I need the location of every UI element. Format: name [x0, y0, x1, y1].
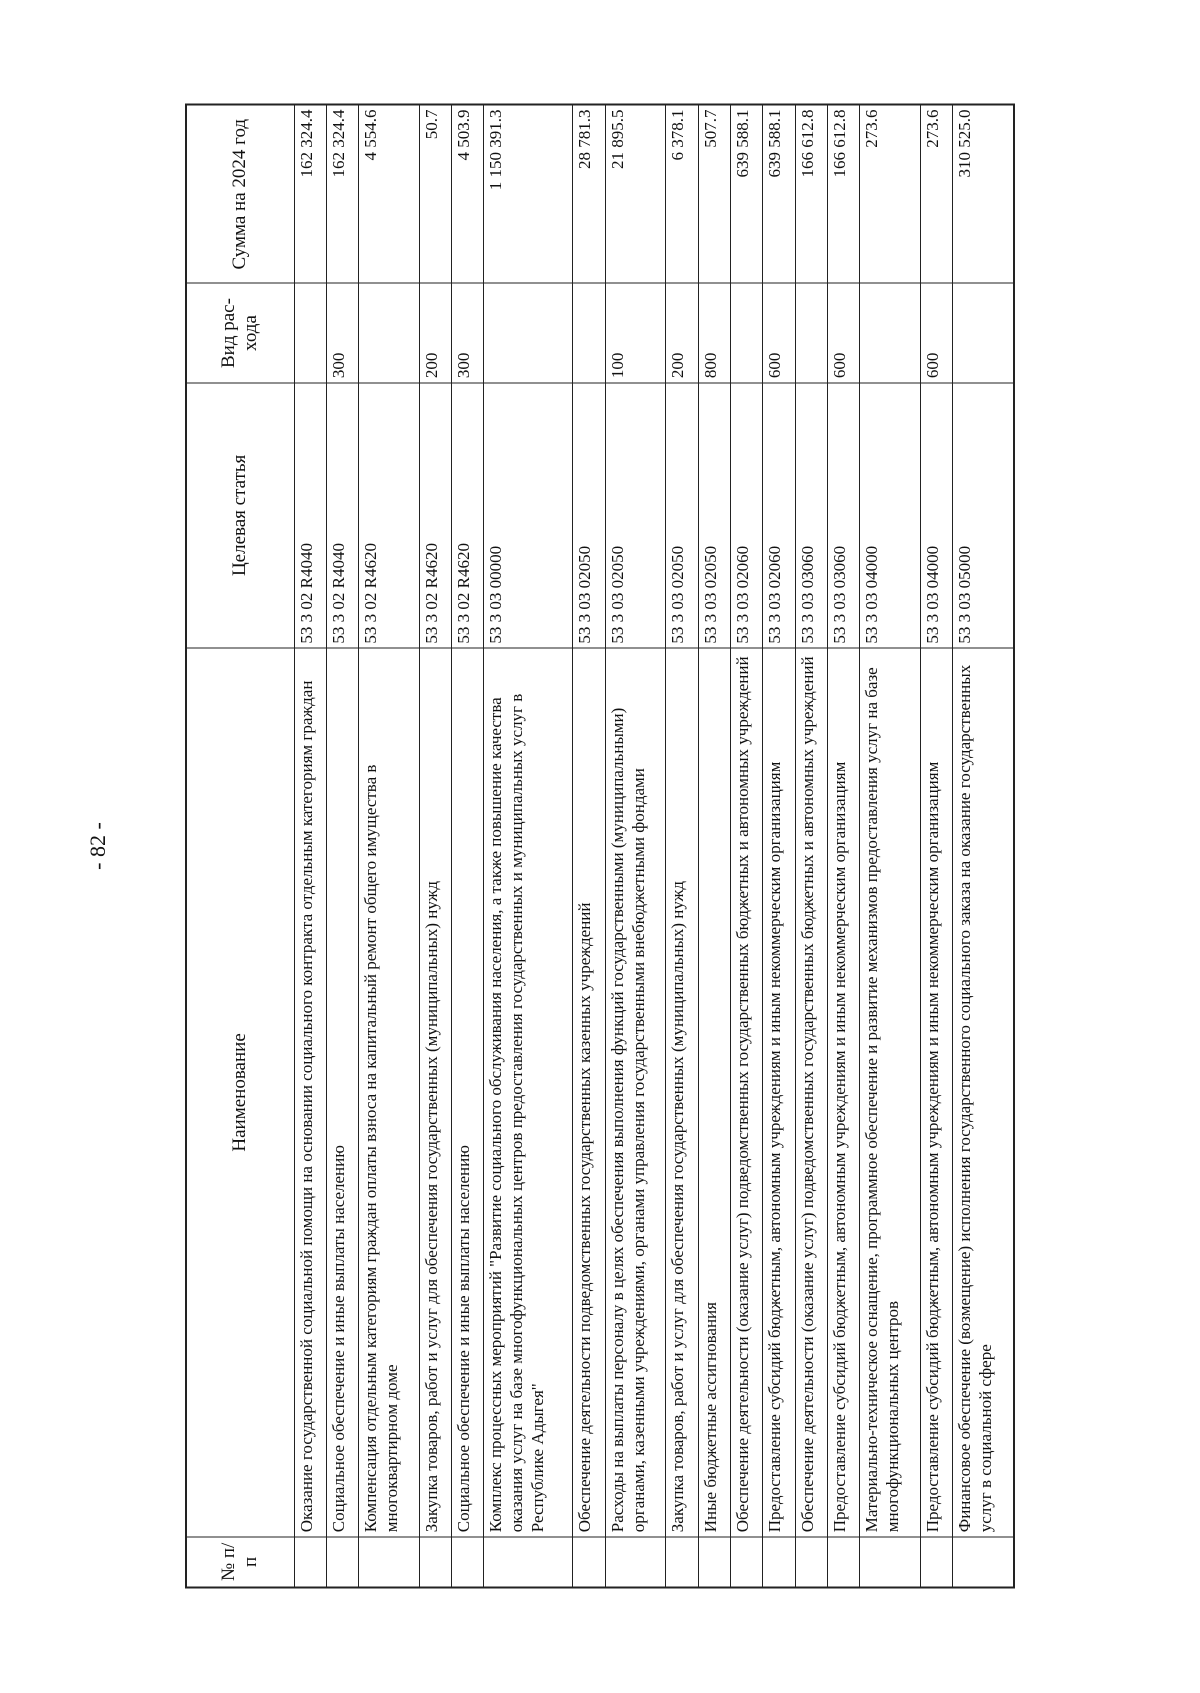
table-row [359, 105, 420, 1588]
row-sum-cell: 507.7 [698, 105, 730, 284]
table-body [294, 105, 1014, 1588]
row-number-cell [419, 1537, 451, 1588]
row-number-cell [827, 1537, 859, 1588]
row-number-cell [953, 1537, 1014, 1588]
budget-table [185, 104, 1015, 1589]
row-code-cell: 53 3 03 02060 [730, 383, 762, 648]
row-sum-cell: 273.6 [920, 105, 952, 284]
row-code-cell: 53 3 03 02050 [666, 383, 698, 648]
table-row [953, 105, 1014, 1588]
row-code-cell: 53 3 02 R4620 [419, 383, 451, 648]
row-expense-cell: 100 [605, 283, 666, 382]
row-expense-cell: 600 [827, 283, 859, 382]
row-expense-cell: 300 [326, 283, 358, 382]
row-code-cell: 53 3 03 04000 [920, 383, 952, 648]
row-code-cell: 53 3 02 R4620 [452, 383, 484, 648]
header-num: № п/п [186, 1537, 294, 1588]
table-row [920, 105, 952, 1588]
row-sum-cell: 6 378.1 [666, 105, 698, 284]
row-code-cell: 53 3 03 02050 [698, 383, 730, 648]
header-name: Наименование [186, 648, 294, 1537]
table-row [666, 105, 698, 1588]
header-sum: Сумма на 2024 год [186, 105, 294, 284]
page-number: - 82 - [85, 822, 110, 870]
row-number-cell [920, 1537, 952, 1588]
row-expense-cell: 200 [419, 283, 451, 382]
row-expense-cell [795, 283, 827, 382]
table-row [698, 105, 730, 1588]
row-expense-cell [573, 283, 605, 382]
row-sum-cell: 166 612.8 [795, 105, 827, 284]
row-expense-cell [359, 283, 420, 382]
row-expense-cell: 600 [920, 283, 952, 382]
row-expense-cell: 200 [666, 283, 698, 382]
row-expense-cell [860, 283, 921, 382]
row-expense-cell [294, 283, 326, 382]
row-name-cell: Финансовое обеспечение (возмещение) исполнения государственного социального заказа на оказание государственных услуг в социальной сфере [953, 648, 1014, 1537]
row-sum-cell: 4 503.9 [452, 105, 484, 284]
row-sum-cell: 273.6 [860, 105, 921, 284]
row-number-cell [860, 1537, 921, 1588]
row-number-cell [795, 1537, 827, 1588]
row-sum-cell: 639 588.1 [763, 105, 795, 284]
header-expense: Вид рас-хода [186, 283, 294, 382]
row-code-cell: 53 3 03 03060 [827, 383, 859, 648]
row-expense-cell: 300 [452, 283, 484, 382]
row-number-cell [666, 1537, 698, 1588]
table-row [605, 105, 666, 1588]
row-code-cell: 53 3 02 R4040 [294, 383, 326, 648]
row-sum-cell: 310 525.0 [953, 105, 1014, 284]
row-name-cell: Оказание государственной социальной помощи на основании социального контракта отдельным категориям граждан [294, 648, 326, 1537]
row-code-cell: 53 3 03 02060 [763, 383, 795, 648]
row-expense-cell [953, 283, 1014, 382]
table-row [730, 105, 762, 1588]
row-number-cell [698, 1537, 730, 1588]
row-name-cell: Обеспечение деятельности подведомственных государственных казенных учреждений [573, 648, 605, 1537]
row-number-cell [484, 1537, 573, 1588]
table-row [573, 105, 605, 1588]
table-row [795, 105, 827, 1588]
row-sum-cell: 639 588.1 [730, 105, 762, 284]
row-code-cell: 53 3 03 02050 [573, 383, 605, 648]
row-code-cell: 53 3 02 R4040 [326, 383, 358, 648]
row-sum-cell: 162 324.4 [294, 105, 326, 284]
row-number-cell [730, 1537, 762, 1588]
row-sum-cell: 166 612.8 [827, 105, 859, 284]
row-sum-cell: 21 895.5 [605, 105, 666, 284]
row-name-cell: Предоставление субсидий бюджетным, автономным учреждениям и иным некоммерческим организациям [827, 648, 859, 1537]
row-expense-cell [730, 283, 762, 382]
row-number-cell [605, 1537, 666, 1588]
row-name-cell: Закупка товаров, работ и услуг для обеспечения государственных (муниципальных) нужд [419, 648, 451, 1537]
row-code-cell: 53 3 03 04000 [860, 383, 921, 648]
table-row [326, 105, 358, 1588]
row-name-cell: Социальное обеспечение и иные выплаты населению [452, 648, 484, 1537]
row-name-cell: Материально-техническое оснащение, программное обеспечение и развитие механизмов предоставления услуг на базе многофункциональных центров [860, 648, 921, 1537]
rotated-table-wrapper [185, 104, 1015, 1589]
table-row [860, 105, 921, 1588]
row-code-cell: 53 3 03 03060 [795, 383, 827, 648]
row-name-cell: Предоставление субсидий бюджетным, автономным учреждениям и иным некоммерческим организациям [763, 648, 795, 1537]
row-name-cell: Социальное обеспечение и иные выплаты населению [326, 648, 358, 1537]
table-row [827, 105, 859, 1588]
row-sum-cell: 50.7 [419, 105, 451, 284]
row-number-cell [452, 1537, 484, 1588]
row-number-cell [573, 1537, 605, 1588]
table-row [484, 105, 573, 1588]
row-code-cell: 53 3 03 02050 [605, 383, 666, 648]
row-number-cell [326, 1537, 358, 1588]
row-name-cell: Обеспечение деятельности (оказание услуг) подведомственных государственных бюджетных и автономных учреждений [730, 648, 762, 1537]
table-row [452, 105, 484, 1588]
row-name-cell: Иные бюджетные ассигнования [698, 648, 730, 1537]
row-code-cell: 53 3 02 R4620 [359, 383, 420, 648]
row-name-cell: Предоставление субсидий бюджетным, автономным учреждениям и иным некоммерческим организациям [920, 648, 952, 1537]
row-sum-cell: 162 324.4 [326, 105, 358, 284]
row-sum-cell: 4 554.6 [359, 105, 420, 284]
row-expense-cell: 800 [698, 283, 730, 382]
row-name-cell: Компенсация отдельным категориям граждан оплаты взноса на капитальный ремонт общего имущества в многоквартирном доме [359, 648, 420, 1537]
row-name-cell: Комплекс процессных мероприятий "Развитие социального обслуживания населения, а также повышение качества оказания услуг на базе многофункциональных центров предоставления государственных и муниципальных услуг в Республике Адыгея" [484, 648, 573, 1537]
row-code-cell: 53 3 03 05000 [953, 383, 1014, 648]
row-number-cell [359, 1537, 420, 1588]
row-expense-cell [484, 283, 573, 382]
header-code: Целевая статья [186, 383, 294, 648]
row-expense-cell: 600 [763, 283, 795, 382]
table-header-row [186, 105, 294, 1588]
row-sum-cell: 1 150 391.3 [484, 105, 573, 284]
row-name-cell: Обеспечение деятельности (оказание услуг) подведомственных государственных бюджетных и автономных учреждений [795, 648, 827, 1537]
table-row [294, 105, 326, 1588]
row-name-cell: Закупка товаров, работ и услуг для обеспечения государственных (муниципальных) нужд [666, 648, 698, 1537]
row-number-cell [294, 1537, 326, 1588]
table-row [763, 105, 795, 1588]
table-row [419, 105, 451, 1588]
row-name-cell: Расходы на выплаты персоналу в целях обеспечения выполнения функций государственными (муниципальными) органами, казенными учреждениями, органами управления государственными внебюджетными фондами [605, 648, 666, 1537]
row-number-cell [763, 1537, 795, 1588]
row-code-cell: 53 3 03 00000 [484, 383, 573, 648]
row-sum-cell: 28 781.3 [573, 105, 605, 284]
